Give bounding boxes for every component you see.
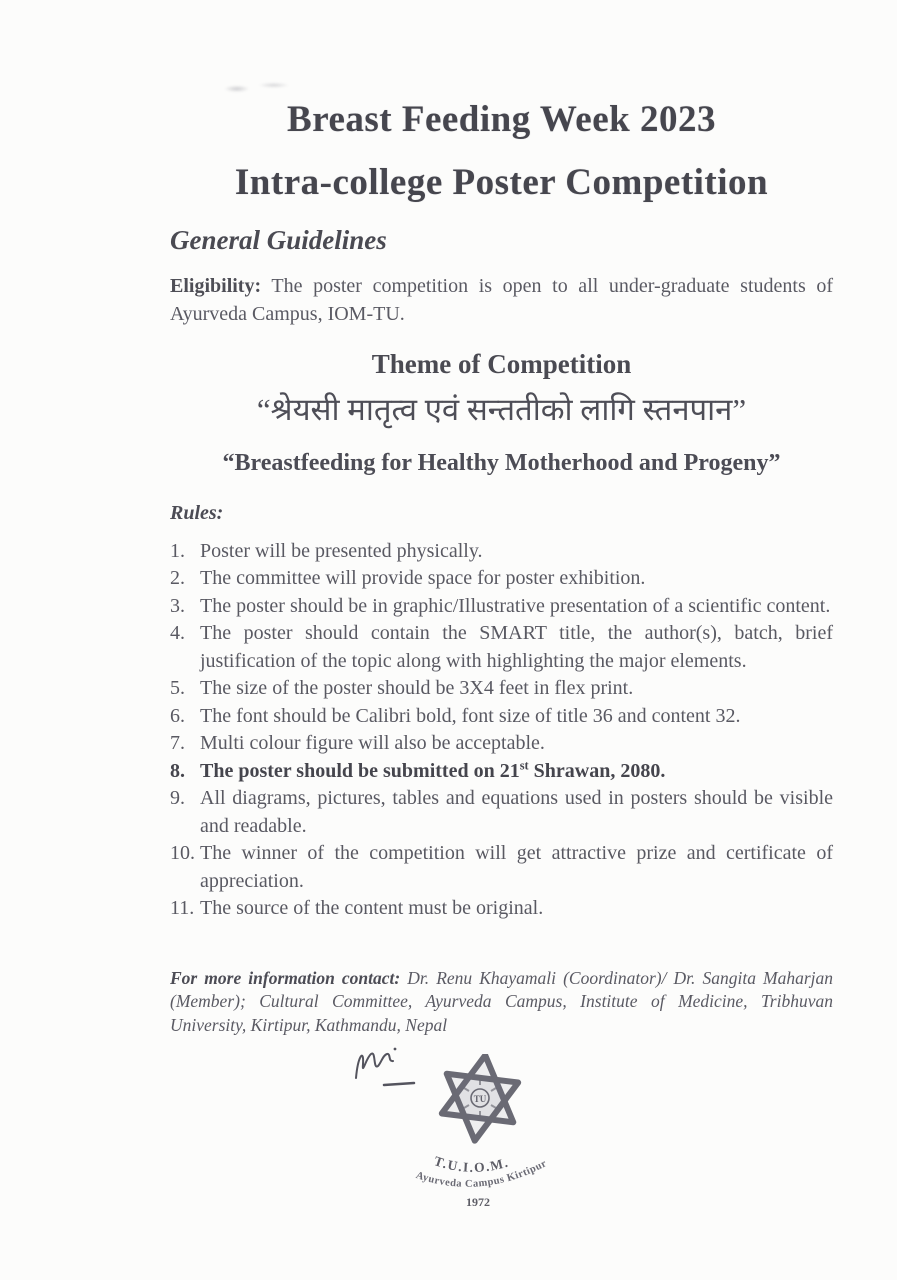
rule-number: 5. xyxy=(170,677,185,700)
contact-paragraph xyxy=(170,967,833,1038)
rule-text: The font should be Calibri bold, font size of title 36 and content 32. xyxy=(200,704,741,727)
rule-text: The committee will provide space for poster exhibition. xyxy=(200,567,646,590)
rule-text: Poster will be presented physically. xyxy=(200,539,483,562)
rule-text: The size of the poster should be 3X4 feet in flex print. xyxy=(200,677,634,700)
stamp-org-text: T.U.I.O.M. xyxy=(432,1153,511,1176)
rule-8-pre: The poster should be submitted on 21 xyxy=(200,759,520,782)
rule-number: 2. xyxy=(170,567,185,590)
theme-heading: Theme of Competition xyxy=(371,349,632,380)
rule-text: The poster should contain the SMART title, the author(s), batch, brief justification of the topic along with highlighting the major elements. xyxy=(200,622,833,672)
stamp-monogram: TU xyxy=(473,1094,487,1104)
rule-number: 1. xyxy=(170,539,185,562)
contact-label: For more information contact: xyxy=(170,967,401,988)
stamp-year-text: 1972 xyxy=(466,1195,490,1209)
rule-item-5 xyxy=(170,675,833,703)
college-stamp xyxy=(392,1054,572,1216)
general-guidelines-heading: General Guidelines xyxy=(170,225,387,256)
document-content xyxy=(170,0,833,1037)
rule-item-9 xyxy=(170,785,833,840)
stamp-campus-text: Ayurveda Campus Kirtipur xyxy=(414,1158,549,1190)
rule-8-ordinal: st xyxy=(519,757,529,772)
svg-text:T.U.I.O.M. xyxy=(432,1153,510,1175)
eligibility-label: Eligibility: xyxy=(170,275,262,298)
eligibility-paragraph xyxy=(170,272,833,328)
rule-text: The source of the content must be original. xyxy=(200,897,544,920)
theme-nepali-text: “श्रेयसी मातृत्व एवं सन्ततीको लागि स्तनपान” xyxy=(256,391,747,427)
theme-english-text: “Breastfeeding for Healthy Motherhood and Progeny” xyxy=(222,450,781,477)
rule-number: 11. xyxy=(170,897,195,920)
rule-text xyxy=(200,758,833,786)
rule-number: 6. xyxy=(170,704,185,727)
rules-list xyxy=(170,538,833,923)
rule-number: 9. xyxy=(170,787,185,810)
rule-number: 7. xyxy=(170,732,185,755)
rule-number: 8. xyxy=(170,759,185,782)
rules-heading: Rules: xyxy=(170,501,224,524)
rule-text: All diagrams, pictures, tables and equations used in posters should be visible and readable. xyxy=(200,787,833,837)
rule-item-10 xyxy=(170,840,833,895)
rule-item-7 xyxy=(170,730,833,758)
rule-item-3 xyxy=(170,593,833,621)
rule-item-4 xyxy=(170,620,833,675)
rule-item-1 xyxy=(170,538,833,566)
rule-number: 10. xyxy=(170,842,195,865)
rule-text: Multi colour figure will also be acceptable. xyxy=(200,732,545,755)
doc-title-line1: Breast Feeding Week 2023 xyxy=(287,99,716,140)
rule-item-11 xyxy=(170,895,833,923)
contact-text: Dr. Renu Khayamali (Coordinator)/ Dr. Sangita Maharjan (Member); Cultural Committee, Ayurveda Campus, Institute of Medicine, Tribhuvan University, Kirtipur, Kathmandu, Nepal xyxy=(170,967,833,1035)
rule-item-6 xyxy=(170,703,833,731)
rule-item-2 xyxy=(170,565,833,593)
eligibility-text: The poster competition is open to all under-graduate students of Ayurveda Campus, IOM-TU. xyxy=(170,275,833,326)
rule-text: The poster should be in graphic/Illustrative presentation of a scientific content. xyxy=(200,594,831,617)
rule-number: 4. xyxy=(170,622,185,645)
doc-title-line2: Intra-college Poster Competition xyxy=(234,161,769,203)
rule-8-post: Shrawan, 2080. xyxy=(528,759,666,782)
rule-item-8 xyxy=(170,758,833,786)
rule-text: The winner of the competition will get attractive prize and certificate of appreciation. xyxy=(200,842,833,892)
rule-number: 3. xyxy=(170,594,185,617)
